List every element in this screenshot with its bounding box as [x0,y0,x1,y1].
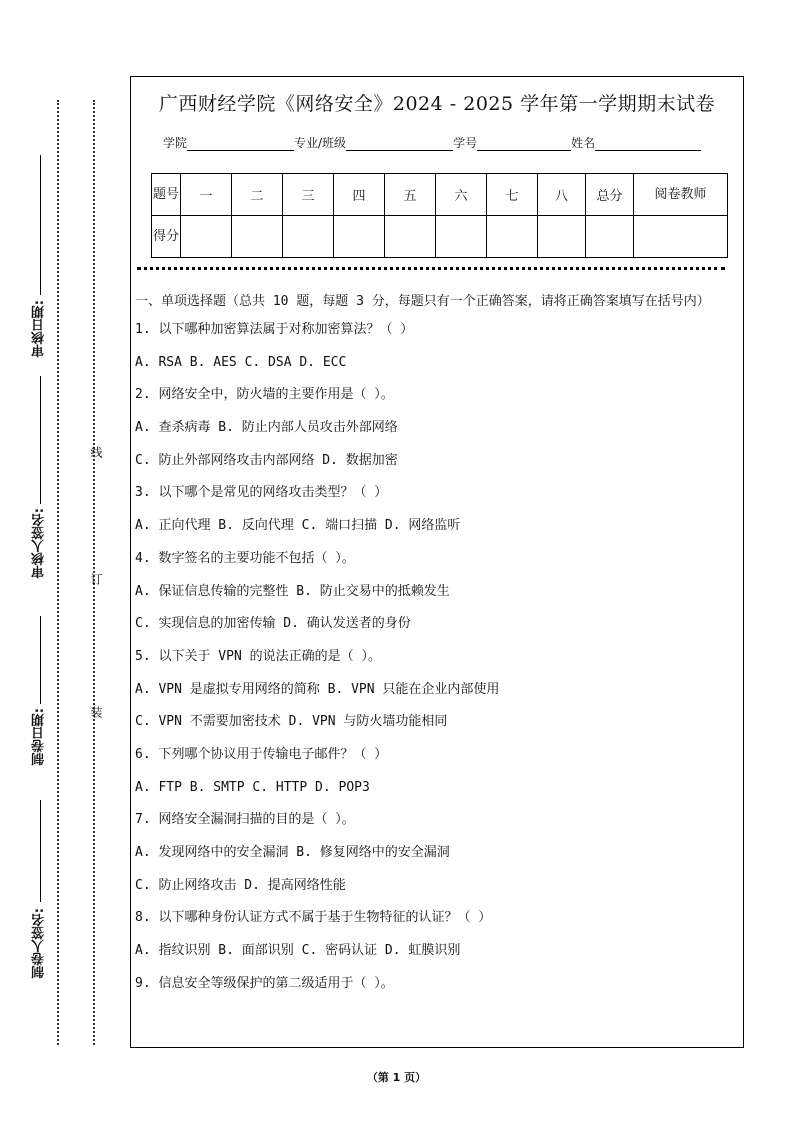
name-label: 姓名 [571,136,596,150]
option-line: A. RSA B. AES C. DSA D. ECC [135,354,347,370]
option-line: A. 查杀病毒 B. 防止内部人员攻击外部网络 [135,420,398,436]
option-line: A. FTP B. SMTP C. HTTP D. POP3 [135,779,370,795]
student-id-field[interactable] [477,138,571,151]
question-line: 9. 信息安全等级保护的第二级适用于（ ）。 [135,975,394,991]
col-4: 四 [334,174,385,216]
binding-dotted-line-left [57,100,59,1045]
col-total: 总分 [586,174,634,216]
question-line: 3. 以下哪个是常见的网络攻击类型？（ ） [135,485,388,501]
col-2: 二 [232,174,283,216]
review-sign-label: 审核人签名: [32,508,47,579]
score-table-score-row [152,216,728,258]
score-cell-3[interactable] [283,216,334,258]
exam-frame [130,76,744,1048]
option-line: C. 防止网络攻击 D. 提高网络性能 [135,877,346,893]
col-6: 六 [436,174,487,216]
score-cell-7[interactable] [487,216,538,258]
college-field[interactable] [187,138,294,151]
option-line: A. 保证信息传输的完整性 B. 防止交易中的抵赖发生 [135,583,450,599]
make-sign-line [40,800,41,902]
question-line: 4. 数字签名的主要功能不包括（ ）。 [135,550,355,566]
make-date-label: 制卷日期: [32,708,47,766]
student-info-row [163,134,701,151]
make-sign-label: 制卷人签名: [32,908,47,979]
review-sign-line [40,376,41,504]
question-line: 2. 网络安全中，防火墙的主要作用是（ ）。 [135,387,394,403]
score-cell-6[interactable] [436,216,487,258]
make-date-line [40,616,41,704]
score-cell-reviewer[interactable] [634,216,728,258]
question-line: 5. 以下关于 VPN 的说法正确的是（ ）。 [135,648,381,664]
option-line: C. 实现信息的加密传输 D. 确认发送者的身份 [135,616,411,632]
option-line: A. VPN 是虚拟专用网络的简称 B. VPN 只能在企业内部使用 [135,681,500,697]
name-field[interactable] [595,138,701,151]
question-line: 1. 以下哪种加密算法属于对称加密算法？（ ） [135,322,414,337]
col-7: 七 [487,174,538,216]
col-5: 五 [385,174,436,216]
option-line: A. 发现网络中的安全漏洞 B. 修复网络中的安全漏洞 [135,845,450,860]
section-1 [135,292,735,1006]
college-label: 学院 [163,136,188,150]
option-line: C. VPN 不需要加密技术 D. VPN 与防火墙功能相同 [135,714,448,730]
binding-char-ding: 订 [89,573,103,585]
dotted-separator [137,267,725,270]
score-cell-4[interactable] [334,216,385,258]
option-line: A. 指纹识别 B. 面部识别 C. 密码认证 D. 虹膜识别 [135,943,461,959]
col-1: 一 [181,174,232,216]
review-date-line [40,155,41,295]
score-cell-8[interactable] [538,216,586,258]
review-date-label: 审核日期: [32,300,47,358]
score-cell-1[interactable] [181,216,232,258]
question-line: 7. 网络安全漏洞扫描的目的是（ ）。 [135,812,355,828]
col-3: 三 [283,174,334,216]
score-cell-total[interactable] [586,216,634,258]
student-id-label: 学号 [453,136,478,150]
score-cell-2[interactable] [232,216,283,258]
exam-title: 广西财经学院《网络安全》2024 - 2025 学年第一学期期末试卷 [158,93,716,115]
question-line: 6. 下列哪个协议用于传输电子邮件？（ ） [135,746,388,762]
option-line: C. 防止外部网络攻击内部网络 D. 数据加密 [135,452,398,468]
col-8: 八 [538,174,586,216]
binding-char-xian: 线 [89,446,103,458]
question-number-label: 题号 [152,174,181,216]
score-table [151,173,728,258]
page-number: （第 1 页） [366,1071,427,1084]
question-line: 8. 以下哪种身份认证方式不属于基于生物特征的认证？（ ） [135,910,492,926]
major-label: 专业/班级 [294,136,347,150]
binding-char-zhuang: 装 [89,706,103,718]
section-heading: 一、单项选择题（总共 10 题，每题 3 分，每题只有一个正确答案，请将正确答案填写在括号内） [135,294,710,309]
score-label: 得分 [152,216,181,258]
score-cell-5[interactable] [385,216,436,258]
major-field[interactable] [346,138,453,151]
score-table-header-row [152,174,728,216]
option-line: A. 正向代理 B. 反向代理 C. 端口扫描 D. 网络监听 [135,518,461,534]
col-reviewer: 阅卷教师 [634,174,728,216]
